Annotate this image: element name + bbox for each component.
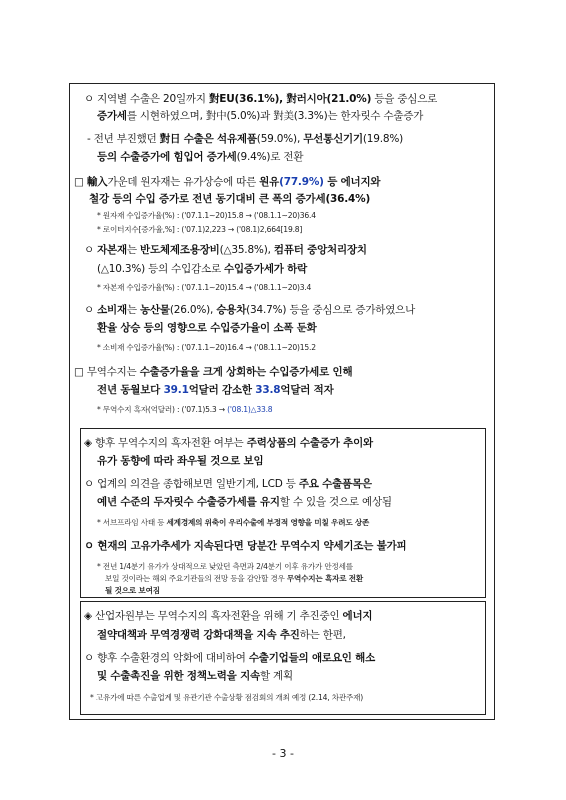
policy-plan-2: 및 수출촉진을 위한 정책노력을 지속할 계획: [97, 670, 293, 682]
note-oil-2: 보일 것이라는 해외 주요기관들의 전망 등을 감안할 경우 무역수지는 흑자로 전환: [105, 574, 364, 583]
para-consumer-goods-2: 환율 상승 등의 영향으로 수입증가율이 소폭 둔화: [97, 322, 317, 334]
para-region-exports-1: ㅇ 지역별 수출은 20일까지 對EU(36.1%), 對러시아(21.0%) 등을 중심으로: [84, 93, 438, 105]
note-oil-3: 될 것으로 보여짐: [105, 586, 160, 595]
note-raw-materials: * 원자재 수입증가율(%) : ('07.1.1~20)15.8 → ('08.1.1~20)36.4: [97, 211, 316, 220]
page-number: - 3 -: [272, 747, 294, 760]
para-japan-exports-2: 등의 수출증가에 힘입어 증가세(9.4%)로 전환: [97, 151, 304, 163]
outlook-heading-1: ◈ 향후 무역수지의 흑자전환 여부는 주력상품의 수출증가 추이와: [84, 437, 373, 449]
para-trade-balance-2: 전년 동월보다 39.1억달러 감소한 33.8억달러 적자: [97, 384, 334, 396]
outlook-industry-1: ㅇ 업계의 의견을 종합해보면 일반기계, LCD 등 주요 수출품목은: [84, 478, 372, 490]
para-imports-1: □ 輸入가운데 원자재는 유가상승에 따른 원유(77.9%) 등 에너지와: [74, 176, 381, 188]
note-reuters-index: * 로이터지수[증가율,%] : ('07.1)2,223 → ('08.1)2,664[19.8]: [97, 225, 303, 234]
policy-plan-1: ㅇ 향후 수출환경의 악화에 대비하여 수출기업들의 애로요인 해소: [84, 652, 376, 664]
outlook-heading-2: 유가 동향에 따라 좌우될 것으로 보임: [97, 455, 264, 467]
note-capital-goods: * 자본재 수입증가율(%) : ('07.1.1~20)15.4 → ('08.1.1~20)3.4: [97, 283, 312, 292]
outlook-oil-price: ㅇ 현재의 고유가추세가 지속된다면 당분간 무역수지 약세기조는 불가피: [84, 540, 407, 552]
para-region-exports-2: 증가세를 시현하였으며, 對中(5.0%)과 對美(3.3%)는 한자릿수 수출증가: [97, 110, 424, 122]
policy-heading-1: ◈ 산업자원부는 무역수지의 흑자전환을 위해 기 추진중인 에너지: [84, 610, 373, 622]
note-consumer-goods: * 소비재 수입증가율(%) : ('07.1.1~20)16.4 → ('08.1.1~20)15.2: [97, 343, 316, 352]
outlook-industry-2: 예년 수준의 두자릿수 수출증가세를 유지할 수 있을 것으로 예상됨: [97, 496, 392, 508]
para-consumer-goods-1: ㅇ 소비재는 농산물(26.0%), 승용차(34.7%) 등을 중심으로 증가하였으나: [84, 304, 416, 316]
para-capital-goods-1: ㅇ 자본재는 반도체제조용장비(△35.8%), 컴퓨터 중앙처리장치: [84, 244, 367, 256]
note-oil-1: * 전년 1/4분기 유가가 상대적으로 낮았던 측면과 2/4분기 이후 유가가 안정세를: [97, 562, 353, 571]
para-capital-goods-2: (△10.3%) 등의 수입감소로 수입증가세가 하락: [97, 263, 308, 275]
note-trade-balance: * 무역수지 흑자(억달러) : ('07.1)5.3 → ('08.1)△33.8: [97, 405, 273, 414]
para-imports-2: 철강 등의 수입 증가로 전년 동기대비 큰 폭의 증가세(36.4%): [89, 193, 371, 205]
policy-heading-2: 절약대책과 무역경쟁력 강화대책을 지속 추진하는 한편,: [97, 629, 346, 641]
note-subprime: * 서브프라임 사태 등 세계경제의 위축이 우리수출에 부정적 영향을 미칠 우려도 상존: [97, 518, 370, 527]
para-trade-balance-1: □ 무역수지는 수출증가율을 크게 상회하는 수입증가세로 인해: [74, 366, 353, 378]
note-meeting: * 고유가에 따른 수출업계 및 유관기관 수출상황 점검회의 개최 예정 (2.14, 차관주재): [90, 693, 363, 702]
para-japan-exports-1: - 전년 부진했던 對日 수출은 석유제품(59.0%), 무선통신기기(19.8%): [87, 133, 404, 145]
